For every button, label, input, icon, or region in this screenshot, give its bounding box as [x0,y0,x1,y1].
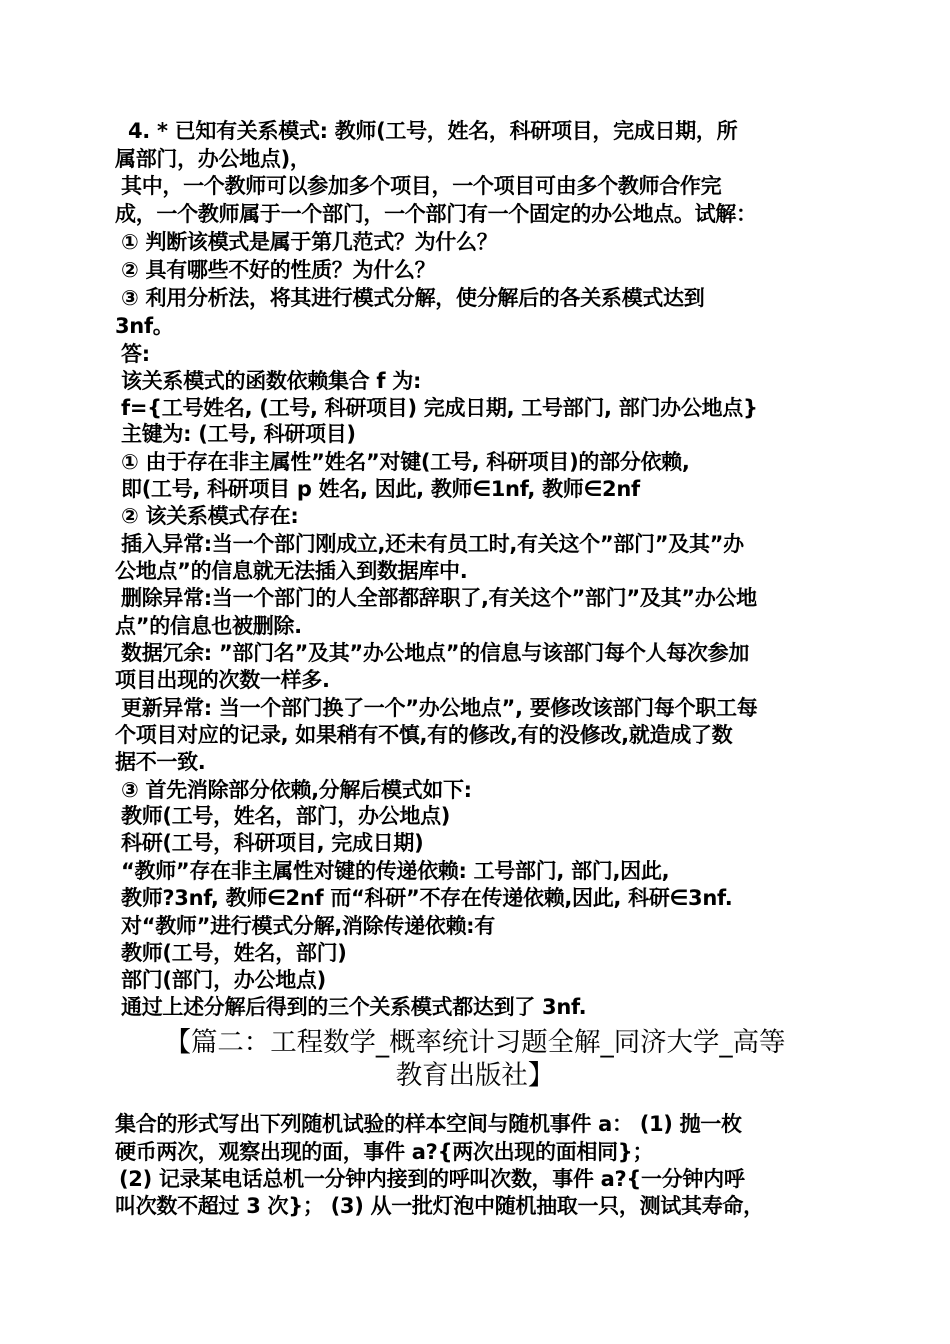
text-line: 个项目对应的记录, 如果稍有不慎,有的修改,有的没修改,就造成了数 [115,723,733,747]
section-heading: 教育出版社】 [395,1060,555,1091]
text-line: 主键为: (工号, 科研项目) [121,422,356,446]
text-line: 答: [121,342,150,366]
text-line: 删除异常:当一个部门的人全部都辞职了,有关这个”部门”及其”办公地 [121,586,757,610]
text-line: 属部门，办公地点)， [115,147,311,171]
text-line: 4. * 已知有关系模式: 教师(工号，姓名，科研项目，完成日期，所 [128,119,738,143]
section-heading: 【篇二：工程数学_概率统计习题全解_同济大学_高等 [164,1027,786,1058]
text-line: 叫次数不超过 3 次}； (3) 从一批灯泡中随机抽取一只，测试其寿命， [115,1194,764,1218]
text-line: ① 判断该模式是属于第几范式？为什么？ [121,230,498,254]
text-line: 科研(工号，科研项目, 完成日期) [121,831,424,855]
text-line: 硬币两次，观察出现的面，事件 a?{两次出现的面相同}； [115,1140,654,1164]
text-line: 教师(工号，姓名，部门) [121,941,347,965]
text-line: f={工号姓名, (工号, 科研项目) 完成日期, 工号部门, 部门办公地点} [121,396,758,420]
text-line: (2) 记录某电话总机一分钟内接到的呼叫次数，事件 a?{一分钟内呼 [119,1167,745,1191]
text-line: 教师(工号，姓名，部门，办公地点) [121,804,451,828]
text-line: ② 该关系模式存在: [121,504,299,528]
text-line: 其中，一个教师可以参加多个项目，一个项目可由多个教师合作完 [121,174,722,198]
text-line: 该关系模式的函数依赖集合 f 为: [121,369,422,393]
text-line: 成，一个教师属于一个部门，一个部门有一个固定的办公地点。试解： [115,202,757,226]
text-line: 部门(部门，办公地点) [121,968,326,992]
text-line: 据不一致. [115,750,206,774]
text-line: 点”的信息也被删除. [115,614,302,638]
text-line: 对“教师”进行模式分解,消除传递依赖:有 [121,914,495,938]
text-line: “教师”存在非主属性对键的传递依赖: 工号部门, 部门,因此, [121,859,670,883]
text-line: ③ 利用分析法，将其进行模式分解，使分解后的各关系模式达到 [121,286,705,310]
text-line: 项目出现的次数一样多. [115,668,330,692]
text-line: 公地点”的信息就无法插入到数据库中. [115,559,468,583]
text-line: 教师?3nf, 教师∈2nf 而“科研”不存在传递依赖,因此, 科研∈3nf. [121,886,733,910]
text-line: 数据冗余: ”部门名”及其”办公地点”的信息与该部门每个人每次参加 [121,641,750,665]
text-line: 插入异常:当一个部门刚成立,还未有员工时,有关这个”部门”及其”办 [121,532,744,556]
text-line: ③ 首先消除部分依赖,分解后模式如下: [121,778,472,802]
text-line: 即(工号, 科研项目 p 姓名, 因此, 教师∈1nf, 教师∈2nf [121,477,640,501]
text-line: 更新异常: 当一个部门换了一个”办公地点”, 要修改该部门每个职工每 [121,696,758,720]
text-line: ② 具有哪些不好的性质？为什么？ [121,258,436,282]
text-line: 通过上述分解后得到的三个关系模式都达到了 3nf. [121,995,587,1019]
text-line: 集合的形式写出下列随机试验的样本空间与随机事件 a： (1) 抛一枚 [115,1112,742,1136]
text-line: 3nf。 [115,314,174,338]
text-line: ① 由于存在非主属性”姓名”对键(工号, 科研项目)的部分依赖, [121,450,690,474]
